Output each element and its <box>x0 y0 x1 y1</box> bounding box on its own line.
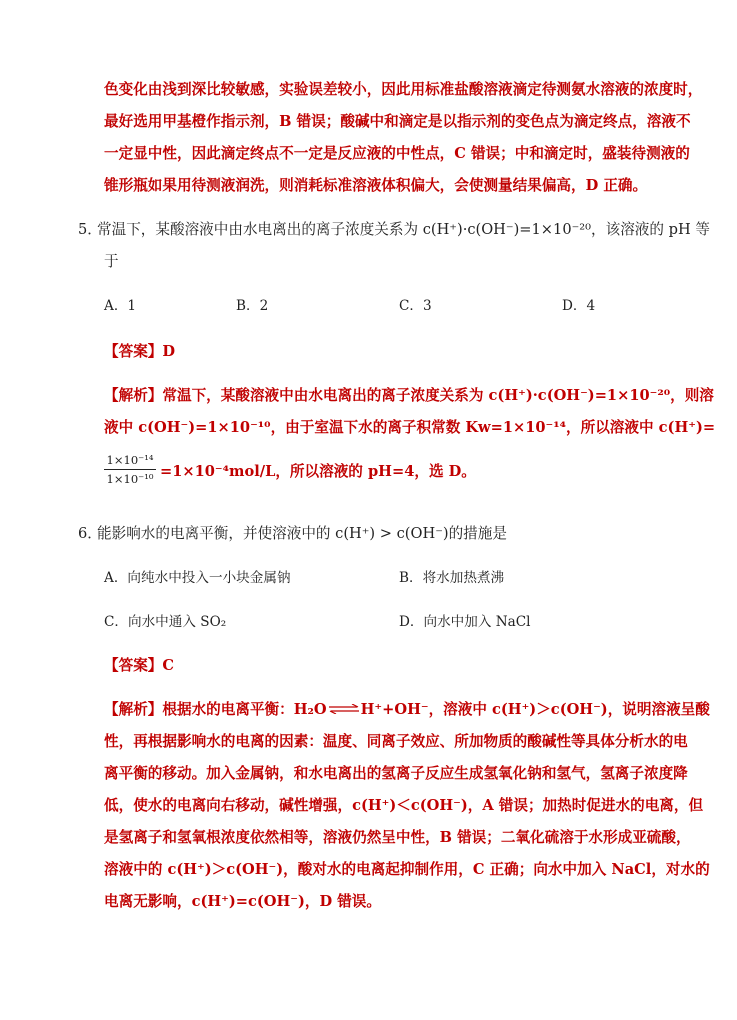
question-6-analysis-line-6: 溶液中的 c(H⁺)＞c(OH⁻)，酸对水的电离起抑制作用，C 正确；向水中加入 NaCl，对水的 <box>104 861 710 878</box>
question-5-option-c: C．3 <box>399 298 432 314</box>
answer-label: 【答案】 <box>104 343 163 360</box>
equilibrium-arrow-icon <box>327 700 361 720</box>
question-6-stem: 能影响水的电离平衡，并使溶液中的 c(H⁺) > c(OH⁻)的措施是 <box>97 525 507 542</box>
question-6-analysis-line-4: 低，使水的电离向右移动，碱性增强，c(H⁺)＜c(OH⁻)，A 错误；加热时促进水的电离，但 <box>104 797 704 814</box>
question-5-option-a: A．1 <box>104 298 137 314</box>
question-5-answer <box>104 342 175 362</box>
question-5-option-d: D．4 <box>562 298 596 314</box>
question-5-stem-line-2: 于 <box>104 253 119 270</box>
question-5-stem-line-1: 常温下，某酸溶液中由水电离出的离子浓度关系为 c(H⁺)·c(OH⁻)=1×10⁻²⁰，该溶液的 pH 等 <box>97 221 710 238</box>
question-6-analysis-line-3: 离平衡的移动。加入金属钠，和水电离出的氢离子反应生成氢氧化钠和氢气，氢离子浓度降 <box>104 765 688 782</box>
explanation-line-2: 最好选用甲基橙作指示剂，B 错误；酸碱中和滴定是以指示剂的变色点为滴定终点，溶液不 <box>104 113 691 130</box>
answer-value: D <box>162 343 176 360</box>
explanation-line-1: 色变化由浅到深比较敏感，实验误差较小，因此用标准盐酸溶液滴定待测氨水溶液的浓度时， <box>104 81 703 98</box>
fraction-denominator: 1×10⁻¹⁰ <box>106 472 154 486</box>
question-6-option-a: A．向纯水中投入一小块金属钠 <box>104 570 291 586</box>
answer-value: C <box>162 657 175 674</box>
fraction <box>104 452 156 487</box>
analysis-text: 常温下，某酸溶液中由水电离出的离子浓度关系为 c(H⁺)·c(OH⁻)=1×10⁻²⁰，则溶 <box>162 387 714 404</box>
question-5-analysis-line-2: 液中 c(OH⁻)=1×10⁻¹⁰，由于室温下水的离子积常数 Kw=1×10⁻¹⁴，所以溶液中 c(H⁺)= <box>104 419 716 436</box>
analysis-label: 【解析】 <box>104 701 163 718</box>
question-6-answer <box>104 656 174 676</box>
explanation-line-4: 锥形瓶如果用待测液润洗，则消耗标准溶液体积偏大，会使测量结果偏高，D 正确。 <box>104 177 648 194</box>
question-6-analysis-line-2: 性，再根据影响水的电离的因素：温度、同离子效应、所加物质的酸碱性等具体分析水的电 <box>104 733 688 750</box>
question-6-analysis-line-5: 是氢离子和氢氧根浓度依然相等，溶液仍然呈中性，B 错误；二氧化硫溶于水形成亚硫酸， <box>104 829 691 846</box>
question-6-option-d: D．向水中加入 NaCl <box>399 614 531 630</box>
answer-label: 【答案】 <box>104 657 163 674</box>
fraction-numerator: 1×10⁻¹⁴ <box>106 453 154 467</box>
question-6-number: 6． <box>78 525 102 542</box>
analysis-label: 【解析】 <box>104 387 163 404</box>
fraction-bar <box>104 469 156 470</box>
question-6-option-c: C．向水中通入 SO₂ <box>104 614 227 630</box>
question-5-number: 5． <box>78 221 102 238</box>
question-6-analysis-line-1 <box>104 700 710 720</box>
question-6-option-b: B．将水加热煮沸 <box>399 570 505 586</box>
analysis-text-b: H⁺+OH⁻，溶液中 c(H⁺)＞c(OH⁻)，说明溶液呈酸 <box>360 701 710 718</box>
question-5-analysis-line-3: =1×10⁻⁴mol/L，所以溶液的 pH=4，选 D。 <box>160 463 476 480</box>
question-5-option-b: B．2 <box>236 298 269 314</box>
question-5-analysis-line-1 <box>104 386 714 406</box>
analysis-text-a: 根据水的电离平衡：H₂O <box>162 701 327 718</box>
question-6-analysis-line-7: 电离无影响，c(H⁺)=c(OH⁻)，D 错误。 <box>104 893 381 910</box>
explanation-line-3: 一定显中性，因此滴定终点不一定是反应液的中性点，C 错误；中和滴定时，盛装待测液的 <box>104 145 690 162</box>
